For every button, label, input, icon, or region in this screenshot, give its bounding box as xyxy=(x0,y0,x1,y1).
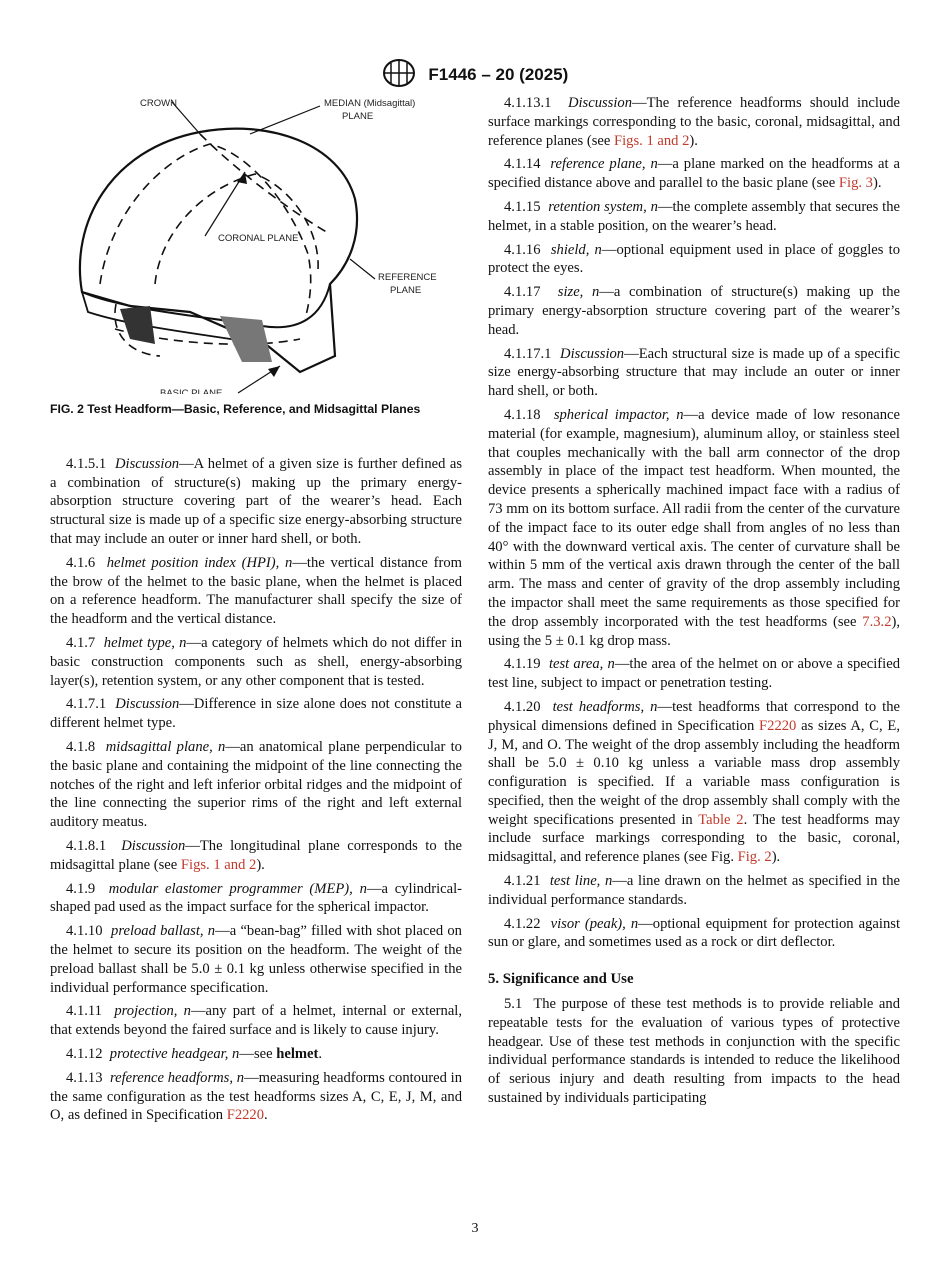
headform-diagram xyxy=(50,94,462,394)
left-column xyxy=(50,94,462,1130)
paragraph-number: 4.1.13.1 xyxy=(504,95,552,111)
figure-caption: FIG. 2 Test Headform—Basic, Reference, and Midsagittal Planes xyxy=(50,402,421,416)
defined-term: shield, n xyxy=(550,241,602,258)
astm-logo-icon xyxy=(382,58,416,93)
paragraph-number: 4.1.7.1 xyxy=(66,696,107,713)
label-median: MEDIAN (Midsagittal) xyxy=(324,98,416,109)
right-column xyxy=(488,94,900,1113)
label-coronal: CORONAL PLANE xyxy=(218,233,299,244)
reference-link[interactable]: Table 2 xyxy=(698,811,744,828)
right-paragraph xyxy=(488,241,900,279)
paragraph-number: 4.1.9 xyxy=(66,880,96,897)
defined-term: helmet type, n xyxy=(103,634,187,651)
right-paragraph xyxy=(488,872,900,910)
paragraph-number: 4.1.8 xyxy=(66,738,96,755)
right-paragraph xyxy=(488,655,900,693)
left-paragraphs xyxy=(50,455,462,1125)
paragraph-text: —The reference headforms should include surface markings corresponding to the basic, coronal, midsagittal, and reference planes (see xyxy=(488,95,900,149)
paragraph-text: —a plane marked on the headforms at a specified distance above and parallel to the basic plane (see xyxy=(488,156,900,192)
paragraph-text: ). xyxy=(256,856,265,873)
defined-term: test area, n xyxy=(548,656,615,673)
paragraph-number: 4.1.5.1 xyxy=(66,455,107,472)
defined-term: Discussion xyxy=(115,696,180,713)
defined-term: projection, n xyxy=(114,1003,191,1020)
left-paragraph xyxy=(50,880,462,918)
paragraph-5-1: 5.1 The purpose of these test methods is to provide reliable and repeatable tests for the evaluation of various types of protective headgear. Use of these test methods in conjunction with the specific individual performance standards is intended to reduce the likelihood of serious injury and death resulting from impacts to the head sustained by individuals participating xyxy=(488,996,901,1107)
paragraph-text: —a “bean-bag” filled with shot placed on the helmet to secure its position on the headform. The weight of the preload ballast shall be 5.0 ± 0.1 kg unless otherwise specified in the individual performance specification. xyxy=(50,923,462,996)
left-paragraph xyxy=(50,1069,462,1125)
defined-term: modular elastomer programmer (MEP), n xyxy=(108,880,367,897)
paragraph-text: —an anatomical plane perpendicular to the basic plane and containing the midpoint of the line connecting the notches of the right and left inferior orbital ridges and the midpoint of the line connecting the superior rims of the right and left external auditory meatus. xyxy=(50,738,462,831)
defined-term: test line, n xyxy=(549,873,613,890)
paragraph-text: —optional equipment used in place of goggles to protect the eyes. xyxy=(488,241,900,277)
paragraph-text: . The test headforms may include surface markings corresponding to the basic, coronal, midsagittal, and reference planes (see Fig. xyxy=(488,811,900,866)
label-median-plane: PLANE xyxy=(342,111,374,122)
defined-term: reference headforms, n xyxy=(109,1069,245,1086)
label-reference-plane: PLANE xyxy=(390,285,422,296)
right-paragraph xyxy=(488,406,900,650)
defined-term: reference plane, n xyxy=(550,156,658,173)
page-number: 3 xyxy=(471,1221,479,1236)
paragraph-text: —a combination of structure(s) making up the primary energy-absorption structure covering part of the wearer’s head. xyxy=(488,284,900,338)
left-paragraph xyxy=(50,922,462,997)
defined-term: test headforms, n xyxy=(552,698,658,715)
left-paragraph xyxy=(50,634,462,690)
left-paragraph xyxy=(50,837,462,875)
reference-link[interactable]: Figs. 1 and 2 xyxy=(614,132,690,149)
paragraph-number: 4.1.11 xyxy=(66,1003,102,1020)
paragraph-text: —optional equipment for protection against sun or glare, and sometimes used as a rock or dirt deflector. xyxy=(488,915,900,951)
reference-link[interactable]: Fig. 3 xyxy=(838,175,873,192)
figure-2 xyxy=(50,94,462,394)
left-paragraph xyxy=(50,455,462,549)
paragraph-text: ). xyxy=(689,132,698,149)
paragraph-number: 4.1.12 xyxy=(66,1045,103,1062)
reference-link[interactable]: 7.3.2 xyxy=(862,613,892,630)
defined-term: size, n xyxy=(557,284,600,301)
section-5-heading: 5. Significance and Use xyxy=(488,971,634,988)
paragraph-text: —the area of the helmet on or above a specified test line, subject to impact or penetration testing. xyxy=(488,656,901,692)
defined-term: protective headgear, n xyxy=(109,1045,240,1062)
defined-term: Discussion xyxy=(115,455,180,472)
paragraph-text: —a category of helmets which do not differ in basic construction components such as shell, energy-absorbing layer(s), retention system, or any other component that is tested. xyxy=(50,634,463,689)
defined-term: visor (peak), n xyxy=(550,915,639,932)
defined-term: spherical impactor, n xyxy=(553,406,684,423)
paragraph-number: 4.1.22 xyxy=(504,915,541,932)
paragraph-number: 4.1.8.1 xyxy=(66,837,107,854)
paragraph-number: 4.1.10 xyxy=(66,923,103,940)
paragraph-text: —the complete assembly that secures the helmet, in a stable position, on the wearer’s head. xyxy=(488,198,901,234)
label-reference: REFERENCE xyxy=(378,272,437,283)
defined-term: preload ballast, n xyxy=(111,923,216,940)
right-paragraph xyxy=(488,155,900,193)
paragraph-text: ), using the 5 ± 0.1 kg drop mass. xyxy=(488,613,900,649)
left-paragraph xyxy=(50,1002,462,1040)
document-id: F1446 – 20 (2025) xyxy=(428,64,569,84)
left-paragraph xyxy=(50,1045,462,1064)
left-paragraph xyxy=(50,738,462,832)
paragraph-text: —any part of a helmet, internal or external, that extends beyond the faired surface and is likely to cause injury. xyxy=(50,1003,463,1039)
paragraph-text: —a line drawn on the helmet as specified in the individual performance standards. xyxy=(488,873,900,908)
paragraph-number: 4.1.13 xyxy=(66,1069,103,1086)
paragraph-number: 4.1.6 xyxy=(66,554,96,571)
label-basic: BASIC PLANE xyxy=(160,388,223,394)
paragraph-text: —a cylindrical-shaped pad used as the impact surface for the spherical impactor. xyxy=(50,880,463,916)
paragraph-text: ). xyxy=(872,175,882,192)
right-paragraph xyxy=(488,915,900,953)
right-paragraph xyxy=(488,345,900,401)
reference-link[interactable]: Figs. 1 and 2 xyxy=(180,856,257,873)
paragraph-number: 4.1.14 xyxy=(504,156,541,173)
paragraph-number: 4.1.19 xyxy=(504,656,541,673)
defined-term: Discussion xyxy=(121,837,186,854)
paragraph-number: 4.1.20 xyxy=(504,698,541,715)
paragraph-text: . xyxy=(264,1107,268,1124)
defined-term: helmet position index (HPI), n xyxy=(106,554,293,571)
reference-link[interactable]: Fig. 2 xyxy=(737,849,772,866)
bold-term: helmet xyxy=(276,1045,319,1062)
defined-term: retention system, n xyxy=(548,198,658,215)
paragraph-text: —the vertical distance from the brow of the helmet to the basic plane, when the helmet is placed on a reference headform. The manufacturer shall specify the size of the headform and the vertical distance. xyxy=(50,554,462,628)
page-header xyxy=(0,58,950,93)
paragraph-text: —Difference in size alone does not constitute a different helmet type. xyxy=(50,696,463,732)
defined-term: midsagittal plane, n xyxy=(105,738,226,755)
reference-link[interactable]: F2220 xyxy=(759,717,797,734)
paragraph-text: as sizes A, C, E, J, M, and O. The weight of the drop assembly including the headform shall be 5.0 ± 0.10 kg unless a variable mass drop assembly configuration is specified. If a variable mass configuration is specified, then the weight of the drop assembly shall comply with the weight specifications presented in xyxy=(488,717,900,828)
paragraph-number: 4.1.18 xyxy=(504,406,541,423)
defined-term: Discussion xyxy=(560,345,625,362)
paragraph-text: . xyxy=(318,1045,323,1062)
paragraph-number: 4.1.17 xyxy=(504,284,541,301)
defined-term: Discussion xyxy=(567,95,632,111)
right-paragraph xyxy=(488,698,900,867)
right-paragraph xyxy=(488,283,900,339)
paragraph-text: —see xyxy=(239,1045,277,1062)
paragraph-number: 4.1.7 xyxy=(66,634,96,651)
paragraph-text: —a device made of low resonance material (for example, magnesium), aluminum alloy, or stainless steel that couples mechanically with the ball arm connector of the drop assembly in place of the impact test headform. When mounted, the device presents a spherically machined impact face with a radius of 73 mm on its bottom surface. All radii from the center of the curvature of the impact face to its outer edge shall from angles of no less than 40° with the downward vertical axis. The center of curvature shall be within 5 mm of the vertical axis drawn through the center of the ball arm. The mass and center of gravity of the drop assembly including the impactor shall meet the same requirements as those specified for the drop assembly incorporated with the test headforms (see xyxy=(488,406,901,630)
paragraph-number: 4.1.17.1 xyxy=(504,345,552,362)
paragraph-text: —The longitudinal plane corresponds to the midsagittal plane (see xyxy=(50,837,463,873)
paragraph-number: 4.1.16 xyxy=(504,241,541,258)
paragraph-number: 4.1.15 xyxy=(504,198,541,215)
reference-link[interactable]: F2220 xyxy=(226,1107,265,1124)
right-paragraphs xyxy=(488,94,900,952)
paragraph-text: ). xyxy=(771,849,781,866)
paragraph-text: —test headforms that correspond to the physical dimensions defined in Specification xyxy=(488,698,900,734)
left-paragraph xyxy=(50,554,462,629)
paragraph-text: —Each structural size is made up of a specific size energy-absorbing structure that may include an outer or inner hard shell, or both. xyxy=(488,345,900,400)
label-crown: CROWN xyxy=(140,98,177,109)
left-paragraph xyxy=(50,695,462,733)
paragraph-number: 4.1.21 xyxy=(504,873,541,890)
right-paragraph xyxy=(488,94,900,150)
paragraph-text: —measuring headforms contoured in the same configuration as the test headforms sizes A, C, E, J, M, and O, as defined in Specification xyxy=(50,1069,462,1124)
right-paragraph xyxy=(488,198,900,236)
paragraph-text: —A helmet of a given size is further defined as a combination of structure(s) making up the primary energy-absorption structure covering part of the wearer’s head. Each structural size is made up of a specific size energy-absorbing structure that may include an outer or inner hard shell, or both. xyxy=(50,455,463,547)
